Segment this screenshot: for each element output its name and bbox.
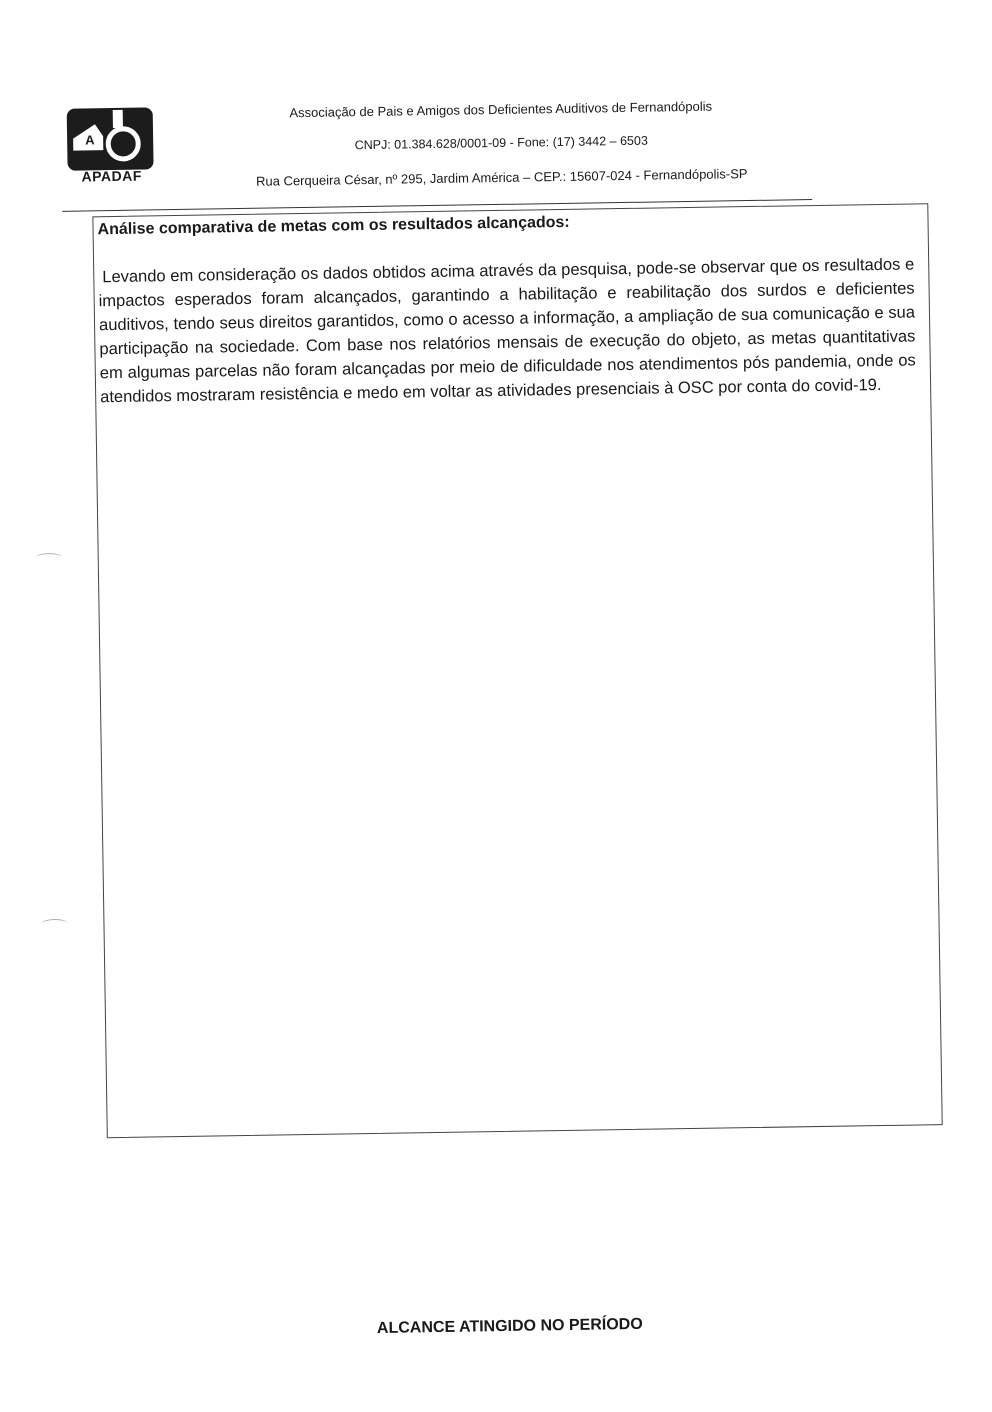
svg-text:A: A	[85, 132, 95, 148]
organization-contact: CNPJ: 01.384.628/0001-09 - Fone: (17) 3442 – 6503	[354, 133, 648, 153]
organization-name: Associação de Pais e Amigos dos Deficientes Auditivos de Fernandópolis	[289, 98, 713, 121]
analysis-box	[92, 203, 942, 1138]
analysis-body: Levando em consideração os dados obtidos acima através da pesquisa, pode-se observar que os resultados e impactos esperados foram alcançados, garantindo a habilitação e reabilitação dos surdos e deficientes auditivos, tendo seus direitos garantidos, como o acesso a informação, a ampliação de sua comunicação e sua participação na sociedade. Com base nos relatórios mensais de execução do objeto, as metas quantitativas em algumas parcelas não foram alcançadas por meio de dificuldade nos atendimentos pós pandemia, onde os atendidos mostraram resistência e medo em voltar as atividades presenciais à OSC por conta do covid-19.	[98, 255, 916, 407]
logo-emblem-icon	[63, 105, 160, 172]
logo-text: APADAF	[81, 167, 142, 185]
punch-hole-mark	[36, 553, 62, 562]
analysis-title: Análise comparativa de metas com os resultados alcançados:	[97, 213, 570, 239]
organization-address: Rua Cerqueira César, nº 295, Jardim América – CEP.: 15607-024 - Fernandópolis-SP	[255, 166, 748, 189]
punch-hole-mark	[41, 919, 67, 928]
footer-heading: ALCANCE ATINGIDO NO PERÍODO	[376, 1315, 643, 1338]
organization-logo	[63, 105, 160, 190]
